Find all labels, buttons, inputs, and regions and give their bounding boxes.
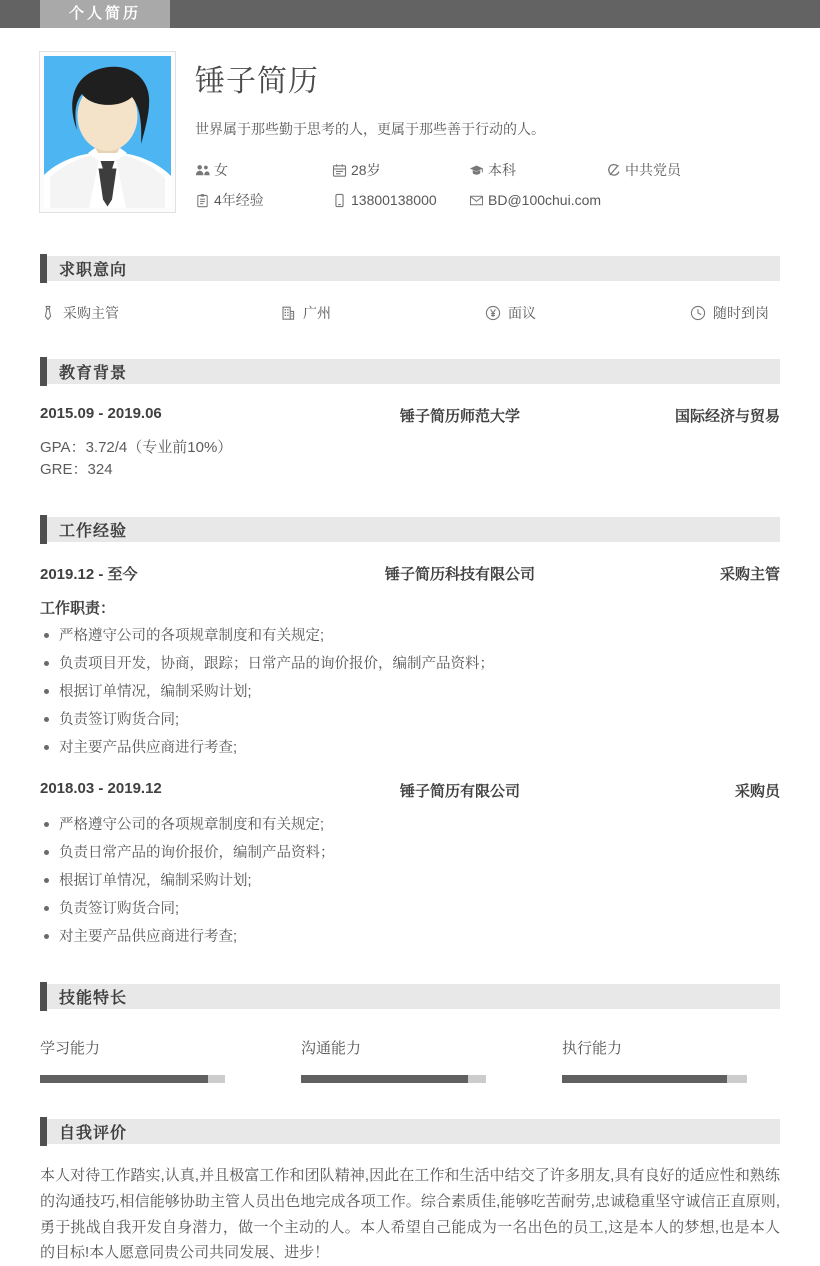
job-intention-row	[40, 303, 780, 323]
skill-bar-track	[40, 1075, 225, 1083]
skill-item	[40, 1037, 258, 1083]
skill-bar-fill	[301, 1075, 468, 1083]
top-banner	[0, 0, 820, 28]
envelope-icon	[469, 193, 484, 208]
clock-icon	[690, 305, 706, 321]
section-job-intention	[40, 256, 780, 323]
job-duty-list	[40, 626, 780, 759]
intent-availability-label: 随时到岗	[713, 305, 769, 321]
duty-item: 严格遵守公司的各项规章制度和有关规定;	[40, 815, 780, 836]
party-emblem-icon	[606, 163, 621, 178]
info-email	[469, 190, 606, 210]
graduation-cap-icon	[469, 163, 484, 178]
section-header	[40, 517, 780, 542]
job-role: 采购员	[734, 782, 780, 800]
info-political	[606, 160, 780, 180]
section-title: 自我评价	[59, 1124, 128, 1142]
section-title: 教育背景	[59, 365, 128, 382]
duty-item: 对主要产品供应商进行考查;	[40, 927, 780, 948]
age-value: 28岁	[351, 162, 381, 178]
basic-info-grid	[195, 160, 780, 210]
degree-value: 本科	[488, 162, 516, 178]
section-accent-bar	[40, 982, 47, 1011]
section-self-evaluation	[40, 1119, 780, 1266]
info-gender	[195, 160, 332, 180]
section-work-experience	[40, 517, 780, 948]
intent-availability	[690, 303, 780, 323]
avatar-photo	[44, 56, 171, 208]
skill-bar-track	[562, 1075, 747, 1083]
skill-name: 学习能力	[40, 1039, 101, 1057]
resume-title-tab: 个人简历	[40, 0, 170, 28]
info-experience	[195, 190, 332, 210]
calendar-icon	[332, 163, 347, 178]
skill-bar-fill	[40, 1075, 208, 1083]
clipboard-icon	[195, 193, 210, 208]
section-education	[40, 359, 780, 481]
education-school: 锤子简历师范大学	[399, 408, 520, 425]
building-icon	[280, 305, 296, 321]
page-title: 锤子简历	[195, 65, 319, 98]
experience-value: 4年经验	[214, 192, 264, 208]
avatar	[40, 52, 175, 212]
job-period: 2019.12 - 至今	[40, 565, 138, 583]
intent-position	[40, 303, 280, 323]
job-entry	[40, 563, 780, 759]
phone-icon	[332, 193, 347, 208]
education-major: 国际经济与贸易	[674, 408, 780, 425]
gre-line: GRE：324	[40, 460, 113, 478]
intent-city-label: 广州	[303, 305, 331, 321]
info-phone	[332, 190, 469, 210]
skill-name: 执行能力	[562, 1039, 623, 1057]
education-row	[40, 405, 780, 426]
skills-grid	[40, 1037, 780, 1083]
intent-city	[280, 303, 485, 323]
duty-item: 负责签订购货合同;	[40, 710, 780, 731]
section-header	[40, 1119, 780, 1144]
duty-item: 负责签订购货合同;	[40, 899, 780, 920]
self-evaluation-text: 本人对待工作踏实,认真,并且极富工作和团队精神,因此在工作和生活中结交了许多朋友,具有良好的适应性和熟练的沟通技巧,相信能够协助主管人员出色地完成各项工作。综合素质佳,能够吃苦耐劳,忠诚稳重坚守诚信正直原则,勇于挑战自我开发自身潜力，做一个主动的人。本人希望自己能成为一名出色的员工,这是本人的梦想,也是本人的目标!本人愿意同贵公司共同发展、进步！	[40, 1166, 780, 1262]
section-title: 技能特长	[59, 989, 128, 1007]
intent-position-label: 采购主管	[63, 305, 119, 321]
phone-value: 13800138000	[351, 192, 437, 208]
section-header	[40, 359, 780, 384]
profile-header	[40, 52, 780, 212]
duty-item: 负责日常产品的询价报价，编制产品资料；	[40, 843, 780, 864]
job-period: 2018.03 - 2019.12	[40, 779, 162, 797]
section-accent-bar	[40, 254, 47, 283]
political-value: 中共党员	[625, 162, 681, 178]
info-degree	[469, 160, 606, 180]
section-skills	[40, 984, 780, 1083]
tie-icon	[40, 305, 56, 321]
duty-item: 对主要产品供应商进行考查;	[40, 738, 780, 759]
resume-body	[0, 52, 820, 1266]
section-accent-bar	[40, 1117, 47, 1146]
section-accent-bar	[40, 357, 47, 386]
skill-item	[301, 1037, 519, 1083]
skill-item	[562, 1037, 780, 1083]
education-period: 2015.09 - 2019.06	[40, 405, 162, 422]
section-title: 工作经验	[59, 522, 128, 540]
skill-name: 沟通能力	[301, 1039, 362, 1057]
job-header-row	[40, 563, 780, 584]
job-role: 采购主管	[719, 565, 780, 583]
intent-salary-label: 面议	[508, 305, 536, 321]
duty-item: 严格遵守公司的各项规章制度和有关规定;	[40, 626, 780, 647]
gender-value: 女	[214, 162, 228, 178]
intent-salary	[485, 303, 690, 323]
skill-bar-track	[301, 1075, 486, 1083]
section-header	[40, 984, 780, 1009]
duty-item: 根据订单情况，编制采购计划;	[40, 871, 780, 892]
gender-icon	[195, 163, 210, 178]
section-header	[40, 256, 780, 281]
section-title: 求职意向	[59, 262, 128, 279]
section-accent-bar	[40, 515, 47, 544]
gpa-line: GPA：3.72/4（专业前10%）	[40, 439, 233, 456]
job-header-row	[40, 780, 780, 801]
duty-item: 负责项目开发，协商，跟踪；日常产品的询价报价，编制产品资料；	[40, 654, 780, 675]
job-company: 锤子简历科技有限公司	[384, 565, 535, 583]
duty-label: 工作职责：	[40, 599, 116, 617]
education-details	[40, 437, 780, 481]
email-value: BD@100chui.com	[488, 192, 602, 208]
personal-motto: 世界属于那些勤于思考的人，更属于那些善于行动的人。	[195, 121, 545, 137]
job-company: 锤子简历有限公司	[399, 782, 520, 800]
job-duty-list	[40, 815, 780, 948]
job-entry	[40, 780, 780, 948]
duty-item: 根据订单情况，编制采购计划;	[40, 682, 780, 703]
yen-circle-icon	[485, 305, 501, 321]
profile-summary	[195, 52, 780, 212]
skill-bar-fill	[562, 1075, 727, 1083]
info-age	[332, 160, 469, 180]
